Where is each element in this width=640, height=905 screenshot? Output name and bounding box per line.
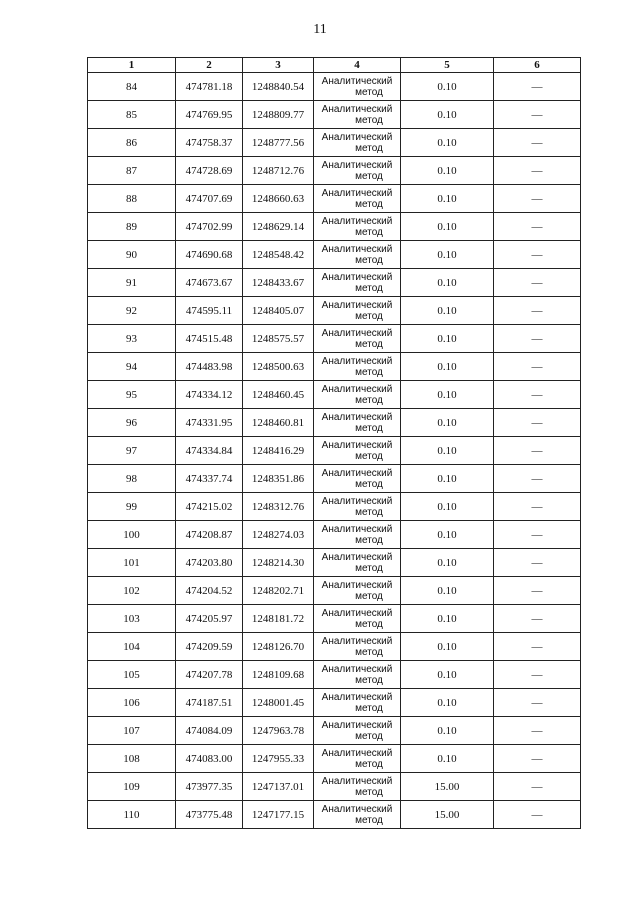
method-line-1: Аналитический	[321, 467, 393, 479]
description-cell: —	[494, 605, 581, 633]
x-coordinate-cell: 474595.11	[176, 297, 243, 325]
method-cell	[314, 633, 401, 661]
x-coordinate-cell: 474483.98	[176, 353, 243, 381]
method-line-1: Аналитический	[321, 75, 393, 87]
method-line-1: Аналитический	[321, 579, 393, 591]
coordinates-table	[87, 57, 581, 829]
table-header-row	[88, 58, 581, 73]
method-line-1: Аналитический	[321, 747, 393, 759]
description-cell: —	[494, 633, 581, 661]
table-row	[88, 465, 581, 493]
y-coordinate-cell: 1248351.86	[243, 465, 314, 493]
accuracy-cell: 0.10	[401, 381, 494, 409]
method-line-2: метод	[355, 450, 383, 462]
accuracy-cell: 0.10	[401, 745, 494, 773]
accuracy-cell: 0.10	[401, 661, 494, 689]
x-coordinate-cell: 474728.69	[176, 157, 243, 185]
table-row	[88, 605, 581, 633]
method-line-2: метод	[355, 338, 383, 350]
y-coordinate-cell: 1247963.78	[243, 717, 314, 745]
x-coordinate-cell: 474334.84	[176, 437, 243, 465]
description-cell: —	[494, 325, 581, 353]
table-row	[88, 325, 581, 353]
method-cell	[314, 101, 401, 129]
description-cell: —	[494, 465, 581, 493]
table-row	[88, 185, 581, 213]
method-cell	[314, 325, 401, 353]
x-coordinate-cell: 474331.95	[176, 409, 243, 437]
description-cell: —	[494, 521, 581, 549]
y-coordinate-cell: 1248575.57	[243, 325, 314, 353]
description-cell: —	[494, 493, 581, 521]
method-line-2: метод	[355, 170, 383, 182]
table-row	[88, 129, 581, 157]
method-line-1: Аналитический	[321, 663, 393, 675]
point-number-cell: 109	[88, 773, 176, 801]
method-line-2: метод	[355, 730, 383, 742]
description-cell: —	[494, 773, 581, 801]
method-line-1: Аналитический	[321, 299, 393, 311]
description-cell: —	[494, 381, 581, 409]
column-header-3: 3	[243, 58, 314, 73]
method-line-1: Аналитический	[321, 243, 393, 255]
table-row	[88, 493, 581, 521]
table-row	[88, 353, 581, 381]
point-number-cell: 95	[88, 381, 176, 409]
x-coordinate-cell: 474673.67	[176, 269, 243, 297]
column-header-4: 4	[314, 58, 401, 73]
method-line-1: Аналитический	[321, 215, 393, 227]
x-coordinate-cell: 474690.68	[176, 241, 243, 269]
point-number-cell: 85	[88, 101, 176, 129]
x-coordinate-cell: 474769.95	[176, 101, 243, 129]
method-cell	[314, 521, 401, 549]
description-cell: —	[494, 129, 581, 157]
method-line-2: метод	[355, 646, 383, 658]
method-line-2: метод	[355, 758, 383, 770]
description-cell: —	[494, 241, 581, 269]
y-coordinate-cell: 1248500.63	[243, 353, 314, 381]
method-cell	[314, 745, 401, 773]
description-cell: —	[494, 73, 581, 101]
table-row	[88, 801, 581, 829]
x-coordinate-cell: 474208.87	[176, 521, 243, 549]
description-cell: —	[494, 549, 581, 577]
point-number-cell: 96	[88, 409, 176, 437]
accuracy-cell: 15.00	[401, 773, 494, 801]
description-cell: —	[494, 409, 581, 437]
y-coordinate-cell: 1247955.33	[243, 745, 314, 773]
point-number-cell: 88	[88, 185, 176, 213]
x-coordinate-cell: 474084.09	[176, 717, 243, 745]
x-coordinate-cell: 474187.51	[176, 689, 243, 717]
description-cell: —	[494, 689, 581, 717]
method-line-1: Аналитический	[321, 383, 393, 395]
point-number-cell: 84	[88, 73, 176, 101]
x-coordinate-cell: 474781.18	[176, 73, 243, 101]
method-line-2: метод	[355, 422, 383, 434]
accuracy-cell: 0.10	[401, 465, 494, 493]
table-row	[88, 577, 581, 605]
method-cell	[314, 717, 401, 745]
method-line-1: Аналитический	[321, 523, 393, 535]
x-coordinate-cell: 474207.78	[176, 661, 243, 689]
accuracy-cell: 0.10	[401, 241, 494, 269]
y-coordinate-cell: 1248460.81	[243, 409, 314, 437]
table-row	[88, 297, 581, 325]
description-cell: —	[494, 577, 581, 605]
accuracy-cell: 0.10	[401, 157, 494, 185]
point-number-cell: 104	[88, 633, 176, 661]
y-coordinate-cell: 1248460.45	[243, 381, 314, 409]
table-row	[88, 381, 581, 409]
table-row	[88, 717, 581, 745]
table-row	[88, 157, 581, 185]
x-coordinate-cell: 474083.00	[176, 745, 243, 773]
method-line-2: метод	[355, 786, 383, 798]
method-line-2: метод	[355, 254, 383, 266]
table-row	[88, 745, 581, 773]
y-coordinate-cell: 1248001.45	[243, 689, 314, 717]
y-coordinate-cell: 1248629.14	[243, 213, 314, 241]
method-line-2: метод	[355, 590, 383, 602]
method-line-1: Аналитический	[321, 691, 393, 703]
point-number-cell: 94	[88, 353, 176, 381]
point-number-cell: 107	[88, 717, 176, 745]
accuracy-cell: 0.10	[401, 409, 494, 437]
x-coordinate-cell: 474337.74	[176, 465, 243, 493]
y-coordinate-cell: 1248548.42	[243, 241, 314, 269]
y-coordinate-cell: 1248777.56	[243, 129, 314, 157]
method-cell	[314, 353, 401, 381]
method-cell	[314, 465, 401, 493]
point-number-cell: 106	[88, 689, 176, 717]
accuracy-cell: 0.10	[401, 717, 494, 745]
accuracy-cell: 0.10	[401, 353, 494, 381]
method-cell	[314, 157, 401, 185]
y-coordinate-cell: 1248109.68	[243, 661, 314, 689]
x-coordinate-cell: 473977.35	[176, 773, 243, 801]
x-coordinate-cell: 474203.80	[176, 549, 243, 577]
description-cell: —	[494, 269, 581, 297]
method-cell	[314, 381, 401, 409]
method-line-1: Аналитический	[321, 607, 393, 619]
method-line-1: Аналитический	[321, 495, 393, 507]
point-number-cell: 102	[88, 577, 176, 605]
table-row	[88, 549, 581, 577]
method-line-1: Аналитический	[321, 775, 393, 787]
method-cell	[314, 185, 401, 213]
point-number-cell: 99	[88, 493, 176, 521]
method-line-1: Аналитический	[321, 103, 393, 115]
method-line-1: Аналитический	[321, 439, 393, 451]
point-number-cell: 97	[88, 437, 176, 465]
point-number-cell: 87	[88, 157, 176, 185]
table-row	[88, 689, 581, 717]
description-cell: —	[494, 101, 581, 129]
y-coordinate-cell: 1248840.54	[243, 73, 314, 101]
x-coordinate-cell: 474758.37	[176, 129, 243, 157]
y-coordinate-cell: 1248809.77	[243, 101, 314, 129]
method-cell	[314, 269, 401, 297]
accuracy-cell: 0.10	[401, 605, 494, 633]
method-line-2: метод	[355, 534, 383, 546]
y-coordinate-cell: 1248712.76	[243, 157, 314, 185]
description-cell: —	[494, 213, 581, 241]
accuracy-cell: 0.10	[401, 689, 494, 717]
accuracy-cell: 0.10	[401, 633, 494, 661]
description-cell: —	[494, 801, 581, 829]
method-line-1: Аналитический	[321, 635, 393, 647]
point-number-cell: 89	[88, 213, 176, 241]
method-cell	[314, 241, 401, 269]
method-line-1: Аналитический	[321, 803, 393, 815]
method-line-2: метод	[355, 114, 383, 126]
accuracy-cell: 0.10	[401, 269, 494, 297]
method-cell	[314, 437, 401, 465]
method-line-2: метод	[355, 226, 383, 238]
point-number-cell: 100	[88, 521, 176, 549]
method-line-1: Аналитический	[321, 355, 393, 367]
method-line-2: метод	[355, 702, 383, 714]
y-coordinate-cell: 1248416.29	[243, 437, 314, 465]
method-line-2: метод	[355, 618, 383, 630]
x-coordinate-cell: 474334.12	[176, 381, 243, 409]
method-line-1: Аналитический	[321, 187, 393, 199]
method-cell	[314, 409, 401, 437]
table-row	[88, 241, 581, 269]
y-coordinate-cell: 1248126.70	[243, 633, 314, 661]
method-line-1: Аналитический	[321, 271, 393, 283]
method-line-2: метод	[355, 310, 383, 322]
description-cell: —	[494, 353, 581, 381]
page-number: 11	[313, 22, 327, 37]
x-coordinate-cell: 474515.48	[176, 325, 243, 353]
x-coordinate-cell: 473775.48	[176, 801, 243, 829]
x-coordinate-cell: 474215.02	[176, 493, 243, 521]
method-cell	[314, 213, 401, 241]
method-line-1: Аналитический	[321, 551, 393, 563]
method-cell	[314, 549, 401, 577]
point-number-cell: 86	[88, 129, 176, 157]
accuracy-cell: 0.10	[401, 521, 494, 549]
method-line-2: метод	[355, 282, 383, 294]
accuracy-cell: 0.10	[401, 437, 494, 465]
point-number-cell: 92	[88, 297, 176, 325]
accuracy-cell: 0.10	[401, 297, 494, 325]
method-cell	[314, 689, 401, 717]
point-number-cell: 98	[88, 465, 176, 493]
point-number-cell: 101	[88, 549, 176, 577]
method-line-2: метод	[355, 814, 383, 826]
column-header-5: 5	[401, 58, 494, 73]
method-cell	[314, 493, 401, 521]
method-cell	[314, 129, 401, 157]
point-number-cell: 91	[88, 269, 176, 297]
method-line-2: метод	[355, 506, 383, 518]
table-row	[88, 521, 581, 549]
accuracy-cell: 0.10	[401, 325, 494, 353]
accuracy-cell: 15.00	[401, 801, 494, 829]
method-line-2: метод	[355, 478, 383, 490]
x-coordinate-cell: 474205.97	[176, 605, 243, 633]
method-line-1: Аналитический	[321, 159, 393, 171]
description-cell: —	[494, 185, 581, 213]
accuracy-cell: 0.10	[401, 213, 494, 241]
y-coordinate-cell: 1247137.01	[243, 773, 314, 801]
column-header-6: 6	[494, 58, 581, 73]
method-line-1: Аналитический	[321, 719, 393, 731]
method-line-2: метод	[355, 198, 383, 210]
description-cell: —	[494, 745, 581, 773]
accuracy-cell: 0.10	[401, 185, 494, 213]
point-number-cell: 103	[88, 605, 176, 633]
accuracy-cell: 0.10	[401, 493, 494, 521]
table-row	[88, 73, 581, 101]
y-coordinate-cell: 1248181.72	[243, 605, 314, 633]
x-coordinate-cell: 474707.69	[176, 185, 243, 213]
accuracy-cell: 0.10	[401, 129, 494, 157]
table-row	[88, 437, 581, 465]
table-body	[88, 73, 581, 829]
description-cell: —	[494, 297, 581, 325]
table-row	[88, 661, 581, 689]
x-coordinate-cell: 474209.59	[176, 633, 243, 661]
y-coordinate-cell: 1248214.30	[243, 549, 314, 577]
y-coordinate-cell: 1248660.63	[243, 185, 314, 213]
x-coordinate-cell: 474702.99	[176, 213, 243, 241]
table-row	[88, 213, 581, 241]
method-line-1: Аналитический	[321, 411, 393, 423]
y-coordinate-cell: 1248433.67	[243, 269, 314, 297]
accuracy-cell: 0.10	[401, 577, 494, 605]
method-cell	[314, 773, 401, 801]
description-cell: —	[494, 437, 581, 465]
y-coordinate-cell: 1247177.15	[243, 801, 314, 829]
method-line-2: метод	[355, 394, 383, 406]
accuracy-cell: 0.10	[401, 73, 494, 101]
method-line-2: метод	[355, 674, 383, 686]
y-coordinate-cell: 1248405.07	[243, 297, 314, 325]
method-cell	[314, 661, 401, 689]
point-number-cell: 90	[88, 241, 176, 269]
method-line-2: метод	[355, 366, 383, 378]
description-cell: —	[494, 157, 581, 185]
table-row	[88, 633, 581, 661]
description-cell: —	[494, 717, 581, 745]
method-cell	[314, 73, 401, 101]
y-coordinate-cell: 1248202.71	[243, 577, 314, 605]
description-cell: —	[494, 661, 581, 689]
method-cell	[314, 577, 401, 605]
method-line-2: метод	[355, 86, 383, 98]
point-number-cell: 108	[88, 745, 176, 773]
column-header-2: 2	[176, 58, 243, 73]
point-number-cell: 110	[88, 801, 176, 829]
x-coordinate-cell: 474204.52	[176, 577, 243, 605]
point-number-cell: 105	[88, 661, 176, 689]
method-line-1: Аналитический	[321, 131, 393, 143]
method-line-2: метод	[355, 562, 383, 574]
point-number-cell: 93	[88, 325, 176, 353]
table-row	[88, 269, 581, 297]
y-coordinate-cell: 1248312.76	[243, 493, 314, 521]
table-row	[88, 773, 581, 801]
method-line-2: метод	[355, 142, 383, 154]
method-cell	[314, 297, 401, 325]
method-cell	[314, 801, 401, 829]
y-coordinate-cell: 1248274.03	[243, 521, 314, 549]
column-header-1: 1	[88, 58, 176, 73]
method-cell	[314, 605, 401, 633]
table-row	[88, 101, 581, 129]
accuracy-cell: 0.10	[401, 549, 494, 577]
table-row	[88, 409, 581, 437]
accuracy-cell: 0.10	[401, 101, 494, 129]
method-line-1: Аналитический	[321, 327, 393, 339]
